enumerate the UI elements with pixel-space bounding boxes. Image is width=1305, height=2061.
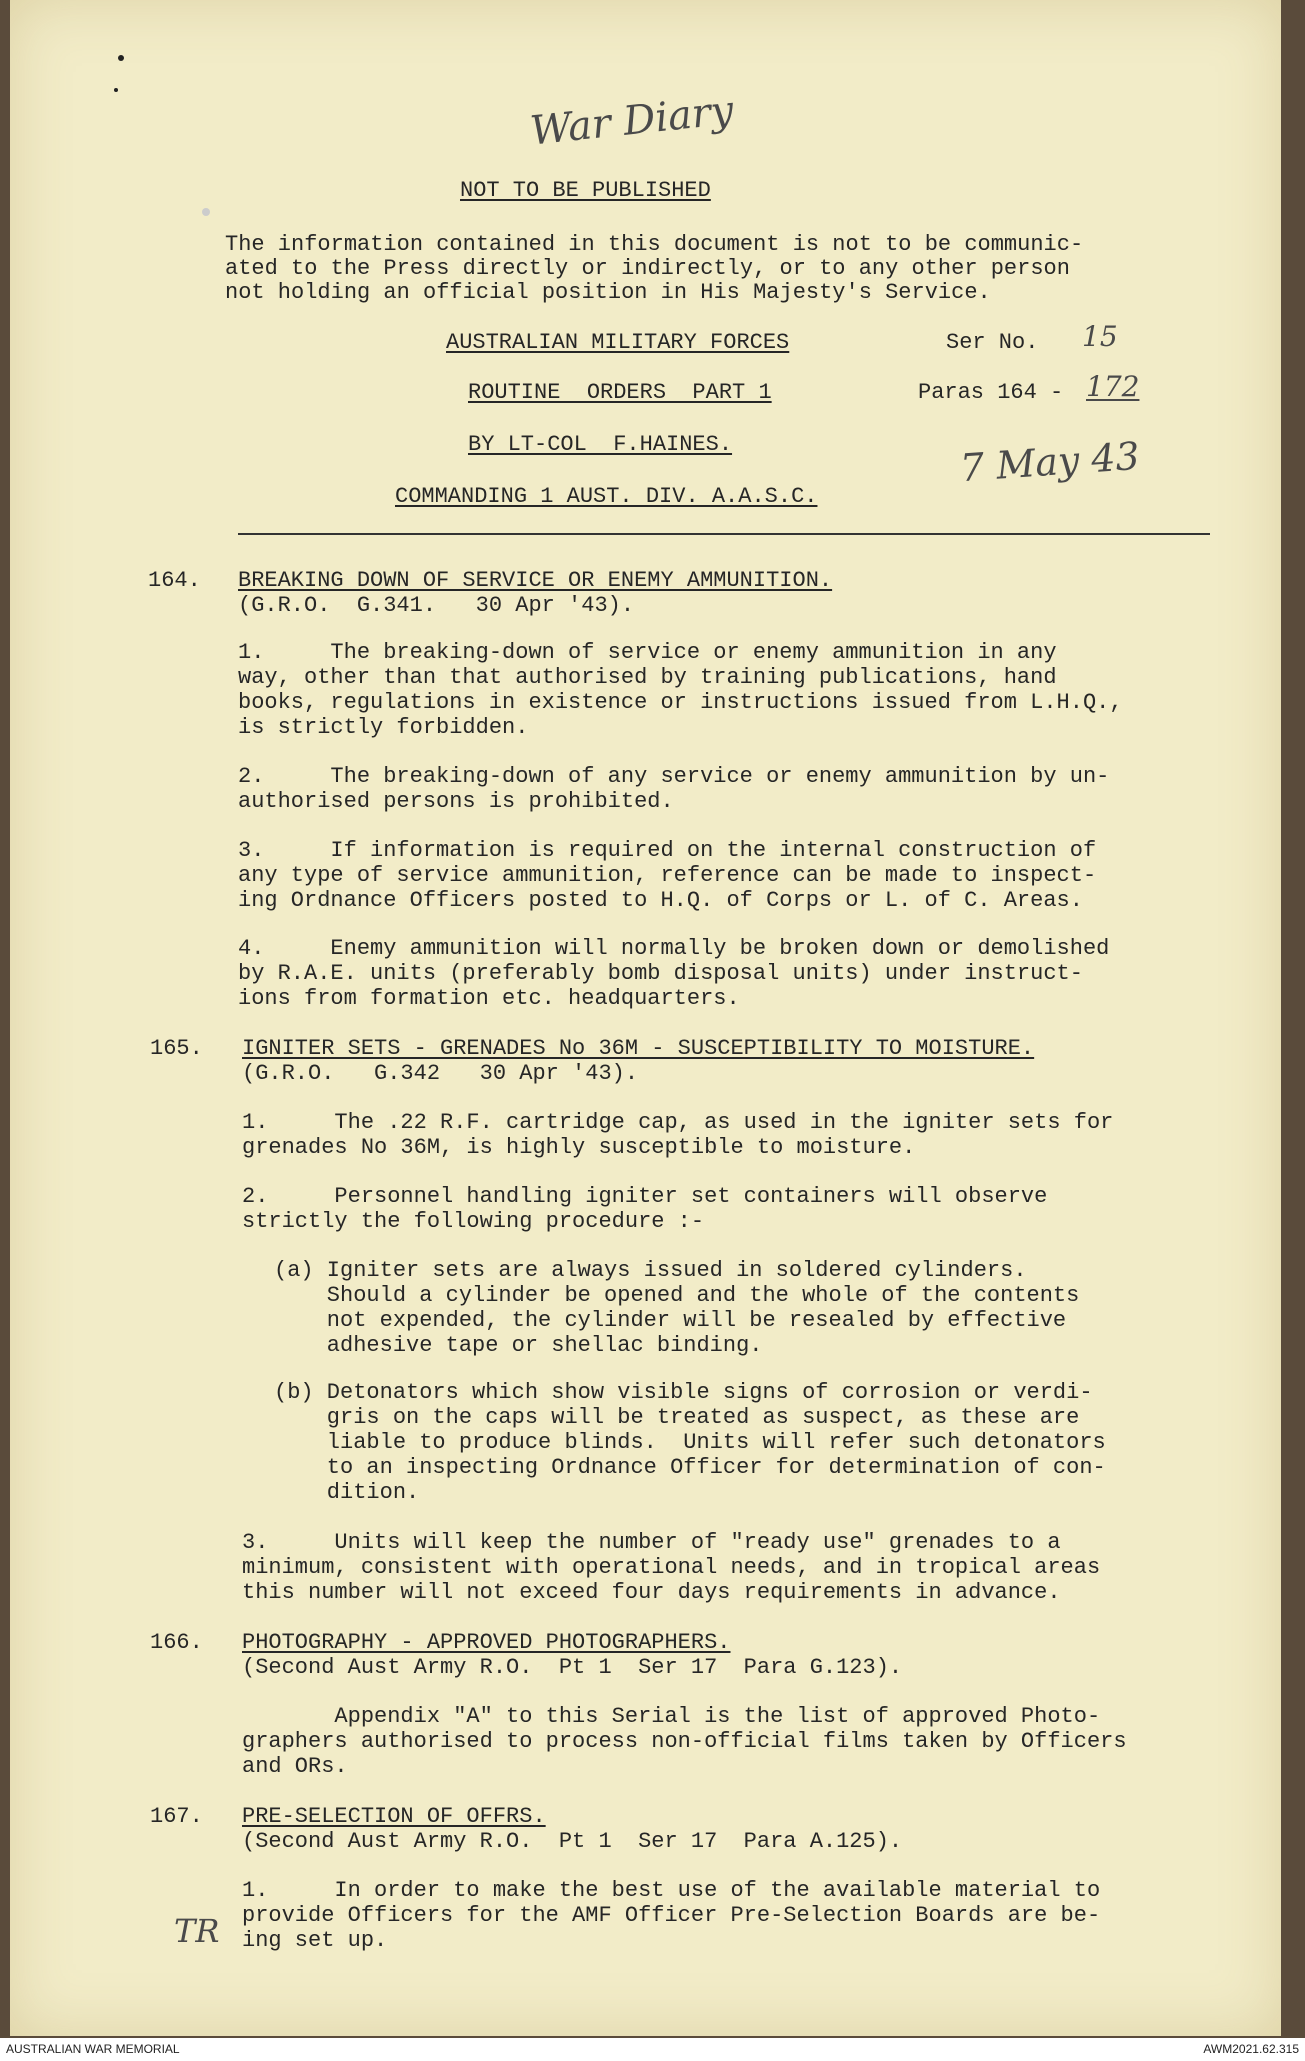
para-167-1-line: provide Officers for the AMF Officer Pre-Selection Boards are be- — [242, 1903, 1101, 1928]
notice-line-1: The information contained in this document is not to be communic- — [225, 232, 1084, 257]
archive-footer — [0, 2038, 1305, 2061]
para-164-ref: (G.R.O. G.341. 30 Apr '43). — [238, 593, 635, 618]
para-167-ref: (Second Aust Army R.O. Pt 1 Ser 17 Para A.125). — [242, 1829, 903, 1854]
para-165-a-line: Should a cylinder be opened and the whole of the contents — [274, 1283, 1080, 1308]
punch-hole — [202, 208, 210, 216]
para-164-1-line: books, regulations in existence or instructions issued from L.H.Q., — [238, 690, 1123, 715]
para-165-3-line: 3. Units will keep the number of "ready use" grenades to a — [242, 1530, 1061, 1555]
not-to-be-published: NOT TO BE PUBLISHED — [460, 178, 711, 203]
routine-orders-heading: ROUTINE ORDERS PART 1 — [468, 380, 772, 405]
footer-accession-number: AWM2021.62.315 — [1203, 2042, 1299, 2056]
para-164-3-line: 3. If information is required on the internal construction of — [238, 838, 1097, 863]
para-165-b-line: dition. — [274, 1480, 420, 1505]
para-164-1-line: is strictly forbidden. — [238, 715, 529, 740]
para-164-number: 164. — [148, 568, 201, 593]
para-167-title: PRE-SELECTION OF OFFRS. — [242, 1804, 546, 1829]
document-page — [10, 0, 1281, 2036]
para-166-number: 166. — [150, 1630, 203, 1655]
para-164-3-line: ing Ordnance Officers posted to H.Q. of Corps or L. of C. Areas. — [238, 888, 1083, 913]
para-164-1-line: 1. The breaking-down of service or enemy ammunition in any — [238, 640, 1057, 665]
para-164-4-line: ions from formation etc. headquarters. — [238, 986, 740, 1011]
para-165-1-line: grenades No 36M, is highly susceptible to moisture. — [242, 1135, 916, 1160]
para-166-1-line: Appendix "A" to this Serial is the list of approved Photo- — [242, 1704, 1101, 1729]
handwritten-ser-no: 15 — [1082, 320, 1118, 353]
para-165-number: 165. — [150, 1036, 203, 1061]
para-166-ref: (Second Aust Army R.O. Pt 1 Ser 17 Para G.123). — [242, 1655, 903, 1680]
notice-line-2: ated to the Press directly or indirectly, or to any other person — [225, 256, 1070, 281]
para-164-3-line: any type of service ammunition, reference can be made to inspect- — [238, 863, 1097, 888]
para-165-b-line: gris on the caps will be treated as suspect, as these are — [274, 1405, 1080, 1430]
para-164-title: BREAKING DOWN OF SERVICE OR ENEMY AMMUNITION. — [238, 568, 833, 593]
para-164-2-line: authorised persons is prohibited. — [238, 789, 674, 814]
para-165-a-line: adhesive tape or shellac binding. — [274, 1333, 763, 1358]
para-165-a-line: not expended, the cylinder will be resealed by effective — [274, 1308, 1067, 1333]
punch-hole — [118, 55, 124, 61]
para-165-a-line: (a) Igniter sets are always issued in soldered cylinders. — [274, 1258, 1027, 1283]
forces-heading: AUSTRALIAN MILITARY FORCES — [446, 330, 790, 355]
para-165-b-line: liable to produce blinds. Units will refer such detonators — [274, 1430, 1106, 1455]
para-165-title: IGNITER SETS - GRENADES No 36M - SUSCEPTIBILITY TO MOISTURE. — [242, 1036, 1035, 1061]
para-164-1-line: way, other than that authorised by training publications, hand — [238, 665, 1057, 690]
commanding-line: COMMANDING 1 AUST. DIV. A.A.S.C. — [395, 484, 818, 509]
para-165-2-line: 2. Personnel handling igniter set containers will observe — [242, 1184, 1048, 1209]
paras-label: Paras 164 - — [918, 380, 1064, 405]
para-165-b-line: to an inspecting Ordnance Officer for determination of con- — [274, 1455, 1106, 1480]
para-167-number: 167. — [150, 1804, 203, 1829]
punch-hole — [114, 88, 118, 92]
para-165-ref: (G.R.O. G.342 30 Apr '43). — [242, 1061, 639, 1086]
para-165-3-line: this number will not exceed four days requirements in advance. — [242, 1580, 1061, 1605]
by-line: BY LT-COL F.HAINES. — [468, 432, 733, 457]
para-165-3-line: minimum, consistent with operational needs, and in tropical areas — [242, 1555, 1101, 1580]
para-165-b-line: (b) Detonators which show visible signs of corrosion or verdi- — [274, 1380, 1093, 1405]
para-166-1-line: and ORs. — [242, 1754, 348, 1779]
ser-no-label: Ser No. — [946, 330, 1039, 355]
handwritten-date: 7 May 43 — [958, 433, 1142, 491]
para-164-4-line: 4. Enemy ammunition will normally be broken down or demolished — [238, 936, 1110, 961]
handwritten-paras-end: 172 — [1086, 370, 1140, 403]
handwritten-title: War Diary — [528, 87, 736, 155]
para-166-title: PHOTOGRAPHY - APPROVED PHOTOGRAPHERS. — [242, 1630, 731, 1655]
handwritten-initials: TR — [174, 1912, 220, 1950]
para-164-2-line: 2. The breaking-down of any service or enemy ammunition by un- — [238, 764, 1110, 789]
para-167-1-line: 1. In order to make the best use of the available material to — [242, 1878, 1101, 1903]
para-167-1-line: ing set up. — [242, 1928, 388, 1953]
para-164-4-line: by R.A.E. units (preferably bomb disposal units) under instruct- — [238, 961, 1083, 986]
footer-archive-name: AUSTRALIAN WAR MEMORIAL — [6, 2042, 180, 2056]
header-rule — [238, 533, 1210, 535]
notice-line-3: not holding an official position in His Majesty's Service. — [225, 280, 991, 305]
para-165-2-line: strictly the following procedure :- — [242, 1209, 705, 1234]
para-165-1-line: 1. The .22 R.F. cartridge cap, as used in the igniter sets for — [242, 1110, 1114, 1135]
para-166-1-line: graphers authorised to process non-official films taken by Officers — [242, 1729, 1127, 1754]
